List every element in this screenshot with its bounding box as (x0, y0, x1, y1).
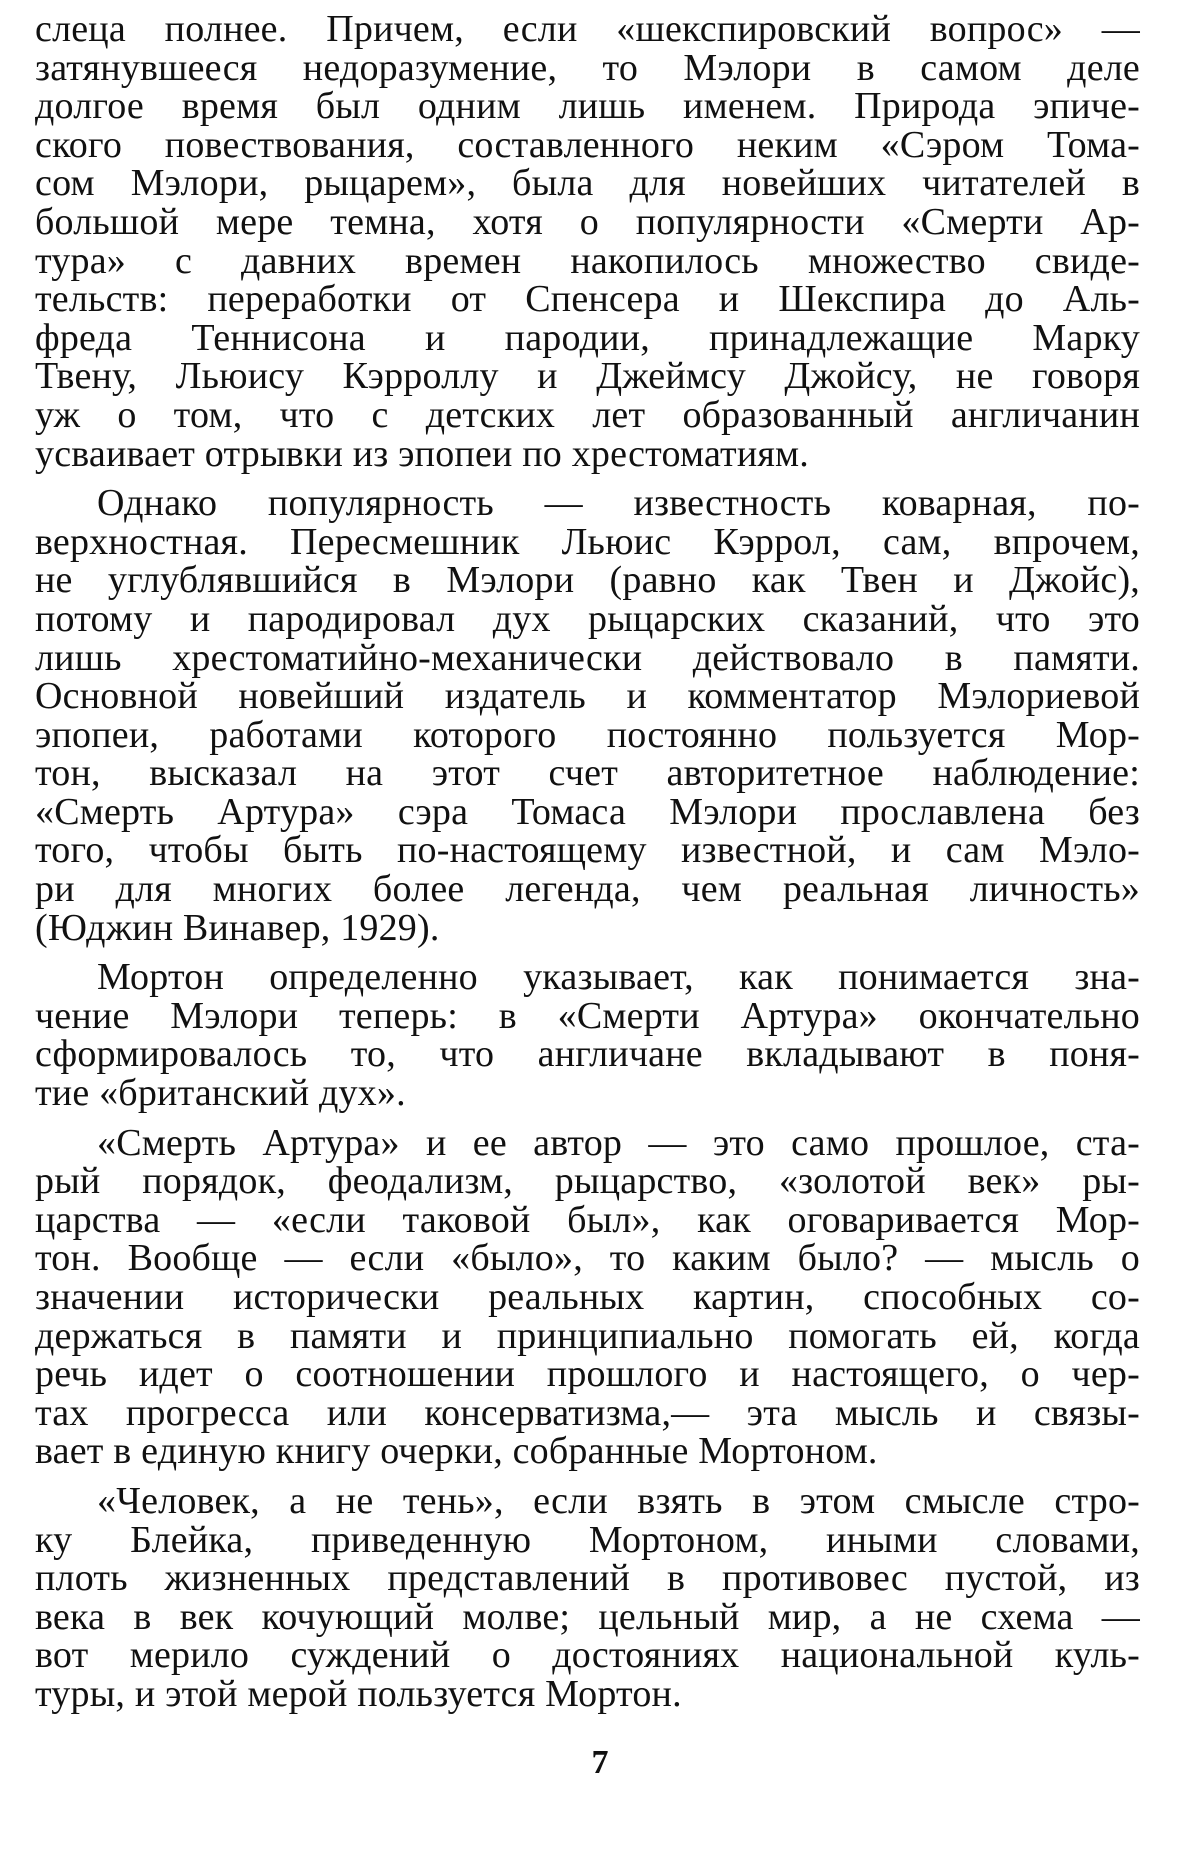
text-line: тон, высказал на этот счет авторитетное наблюдение: (35, 752, 1140, 795)
text-line: потому и пародировал дух рыцарских сказаний, что это (35, 597, 1140, 640)
text-line: Твену, Льюису Кэрроллу и Джеймсу Джойсу, не говоря (35, 355, 1140, 398)
paragraph-3 (35, 956, 1140, 1115)
text-line: большой мере темна, хотя о популярности «Смерти Ар- (35, 200, 1140, 243)
page-body (35, 10, 1140, 1725)
text-line: не углублявшийся в Мэлори (равно как Твен и Джойс), (35, 559, 1140, 602)
paragraph-2 (35, 484, 1140, 947)
text-line: «Смерть Артура» сэра Томаса Мэлори прославлена без (35, 790, 1140, 833)
paragraph-4 (35, 1121, 1140, 1473)
text-line: тах прогресса или консерватизма,— эта мысль и связы- (35, 1391, 1140, 1434)
text-line: речь идет о соотношении прошлого и настоящего, о чер- (35, 1353, 1140, 1396)
text-line: уж о том, что с детских лет образованный англичанин (35, 393, 1140, 436)
text-line: ри для многих более легенда, чем реальная личность» (35, 868, 1140, 911)
text-line: ского повествования, составленного неким «Сэром Тома- (35, 123, 1140, 166)
paragraph-5 (35, 1479, 1140, 1715)
text-line: века в век кочующий молве; цельный мир, а не схема — (35, 1595, 1140, 1638)
text-line: слеца полнее. Причем, если «шекспировский вопрос» — (35, 8, 1140, 50)
text-line: тон. Вообще — если «было», то каким было? — мысль о (35, 1237, 1140, 1280)
text-line: тие «британский дух». (35, 1072, 406, 1115)
text-line: Основной новейший издатель и комментатор Мэлориевой (35, 675, 1140, 718)
text-line: царства — «если таковой был», как оговаривается Мор- (35, 1198, 1140, 1241)
page-number: 7 (591, 1744, 609, 1781)
text-line: тура» с давних времен накопилось множество свиде- (35, 239, 1140, 282)
text-line: рый порядок, феодализм, рыцарство, «золотой век» ры- (35, 1160, 1140, 1203)
text-line: тельств: переработки от Спенсера и Шекспира до Аль- (35, 278, 1140, 321)
text-line: верхностная. Пересмешник Льюис Кэррол, сам, впрочем, (35, 520, 1140, 563)
text-line: фреда Теннисона и пародии, принадлежащие Марку (35, 316, 1140, 359)
text-line: держаться в памяти и принципиально помогать ей, когда (35, 1314, 1140, 1357)
text-line: сформировалось то, что англичане вкладывают в поня- (35, 1033, 1140, 1076)
text-line: (Юджин Винавер, 1929). (35, 906, 440, 949)
text-line: сом Мэлори, рыцарем», была для новейших читателей в (35, 162, 1140, 205)
text-line: «Человек, а не тень», если взять в этом смысле стро- (97, 1479, 1140, 1522)
text-line: усваивает отрывки из эпопеи по хрестоматиям. (35, 432, 809, 475)
text-line: того, чтобы быть по-настоящему известной, и сам Мэло- (35, 829, 1140, 872)
text-line: туры, и этой мерой пользуется Мортон. (35, 1672, 682, 1715)
text-line: вот мерило суждений о достояниях национальной куль- (35, 1634, 1140, 1677)
text-line: Мортон определенно указывает, как понимается зна- (97, 956, 1140, 999)
text-line: значении исторически реальных картин, способных со- (35, 1276, 1140, 1318)
text-line: плоть жизненных представлений в противовес пустой, из (35, 1557, 1140, 1600)
text-line: ку Блейка, приведенную Мортоном, иными словами, (35, 1518, 1140, 1561)
text-line: вает в единую книгу очерки, собранные Мортоном. (35, 1430, 878, 1473)
text-line: чение Мэлори теперь: в «Смерти Артура» окончательно (35, 994, 1140, 1037)
text-line: лишь хрестоматийно-механически действовало в памяти. (35, 636, 1140, 679)
text-line: долгое время был одним лишь именем. Природа эпиче- (35, 85, 1140, 128)
text-line: эпопеи, работами которого постоянно пользуется Мор- (35, 713, 1140, 756)
text-line: затянувшееся недоразумение, то Мэлори в самом деле (35, 46, 1140, 89)
text-line: Однако популярность — известность коварная, по- (97, 482, 1140, 525)
text-line: «Смерть Артура» и ее автор — это само прошлое, ста- (97, 1121, 1140, 1164)
paragraph-1 (35, 10, 1140, 473)
